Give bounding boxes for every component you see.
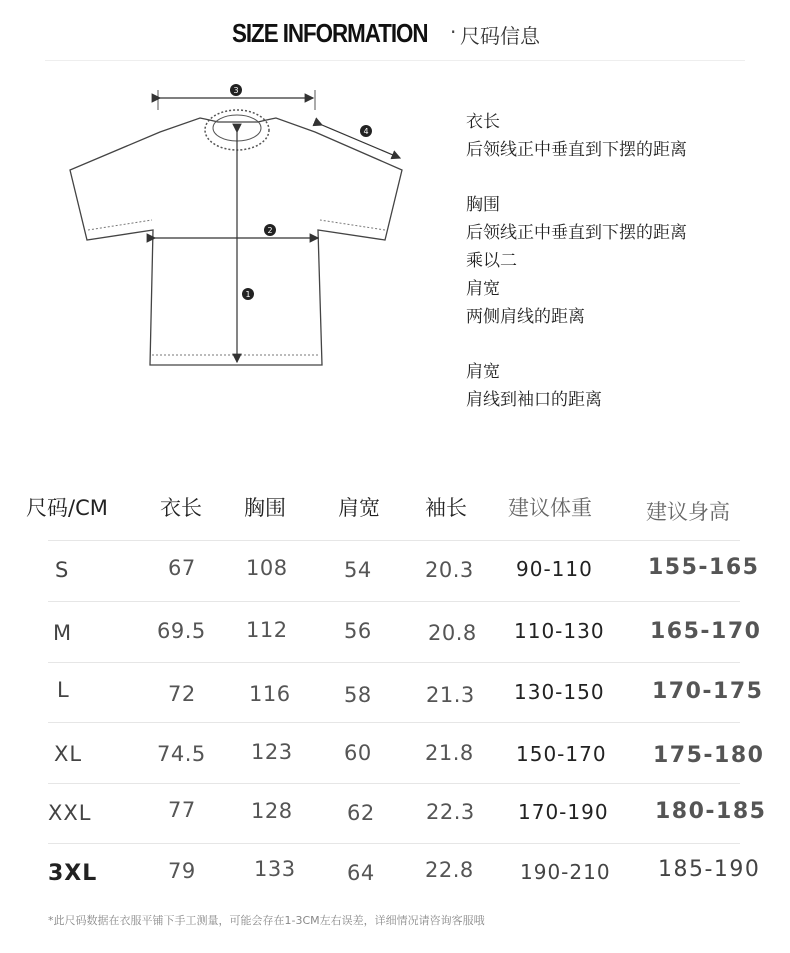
- measurement-descriptions: [466, 108, 786, 414]
- desc-chest-line-2: 乘以二: [466, 251, 517, 271]
- cell-size: XL: [54, 742, 83, 766]
- cell-size: L: [57, 678, 70, 702]
- cell-length: 67: [168, 556, 196, 580]
- cell-chest: 116: [249, 682, 291, 706]
- cell-shoulder: 60: [344, 741, 372, 765]
- cell-chest: 123: [251, 740, 293, 764]
- cell-height: 170-175: [652, 679, 764, 704]
- cell-weight: 190-210: [520, 860, 611, 884]
- cell-length: 77: [168, 798, 196, 822]
- tshirt-diagram: [40, 70, 440, 390]
- cell-size: XXL: [48, 801, 92, 825]
- cell-sleeve: 21.8: [425, 741, 474, 765]
- header-length: 衣长: [160, 496, 202, 520]
- cell-size: M: [53, 621, 73, 645]
- header-chest: 胸围: [244, 496, 286, 520]
- desc-length-line: 后领线正中垂直到下摆的距离: [466, 140, 687, 160]
- table-row: [0, 783, 790, 843]
- table-header: [0, 492, 790, 532]
- cell-shoulder: 54: [344, 558, 372, 582]
- cell-length: 72: [168, 682, 196, 706]
- page-subtitle: 尺码信息: [460, 24, 540, 48]
- cell-shoulder: 62: [347, 801, 375, 825]
- cell-sleeve: 20.8: [428, 621, 477, 645]
- cell-sleeve: 22.3: [426, 800, 475, 824]
- desc-length-title: 衣长: [466, 112, 500, 132]
- cell-weight: 130-150: [514, 680, 605, 704]
- cell-sleeve: 22.8: [425, 858, 474, 882]
- cell-shoulder: 56: [344, 619, 372, 643]
- header-height: 建议身高: [646, 500, 730, 524]
- cell-sleeve: 20.3: [425, 558, 474, 582]
- cell-weight: 170-190: [518, 800, 609, 824]
- desc-chest-line: 后领线正中垂直到下摆的距离: [466, 223, 687, 243]
- marker-2: 2: [267, 226, 273, 235]
- header-weight: 建议体重: [508, 496, 592, 520]
- cell-chest: 112: [246, 618, 288, 642]
- cell-weight: 110-130: [514, 619, 605, 643]
- header-sleeve: 袖长: [425, 496, 467, 520]
- header-shoulder: 肩宽: [338, 496, 380, 520]
- cell-sleeve: 21.3: [426, 683, 475, 707]
- cell-weight: 150-170: [516, 742, 607, 766]
- desc-sleeve-line: 肩线到袖口的距离: [466, 390, 602, 410]
- tshirt-outline: [70, 118, 402, 365]
- cell-shoulder: 64: [347, 861, 375, 885]
- cell-height: 180-185: [655, 799, 767, 824]
- marker-1: 1: [245, 290, 251, 299]
- header-size: 尺码/CM: [26, 496, 108, 520]
- desc-chest-title: 胸围: [466, 195, 500, 215]
- cell-height: 175-180: [653, 743, 765, 768]
- cell-chest: 128: [251, 799, 293, 823]
- cell-weight: 90-110: [516, 557, 593, 581]
- cell-length: 74.5: [157, 742, 206, 766]
- table-row: [0, 722, 790, 782]
- cell-size: 3XL: [48, 861, 98, 886]
- cell-shoulder: 58: [344, 683, 372, 707]
- desc-shoulder-title: 肩宽: [466, 279, 500, 299]
- cell-length: 69.5: [157, 619, 206, 643]
- desc-shoulder-line: 两侧肩线的距离: [466, 307, 585, 327]
- title-separator: ·: [450, 20, 457, 44]
- marker-3: 3: [233, 86, 239, 95]
- cell-height: 155-165: [648, 555, 760, 580]
- cell-height: 165-170: [650, 619, 762, 644]
- cell-chest: 108: [246, 556, 288, 580]
- table-row: [0, 843, 790, 903]
- table-row: [0, 601, 790, 661]
- cell-length: 79: [168, 859, 196, 883]
- footnote: *此尺码数据在衣服平铺下手工测量，可能会存在1-3CM左右误差，详细情况请咨询客服哦: [48, 914, 485, 927]
- page-title: SIZE INFORMATION: [232, 18, 428, 48]
- header-divider: [45, 60, 745, 61]
- cell-chest: 133: [254, 857, 296, 881]
- cell-size: S: [55, 558, 70, 582]
- desc-sleeve-title: 肩宽: [466, 362, 500, 382]
- table-row: [0, 662, 790, 722]
- table-row: [0, 540, 790, 600]
- marker-4: 4: [363, 127, 369, 136]
- page-header: [0, 14, 790, 54]
- cell-height: 185-190: [658, 857, 761, 882]
